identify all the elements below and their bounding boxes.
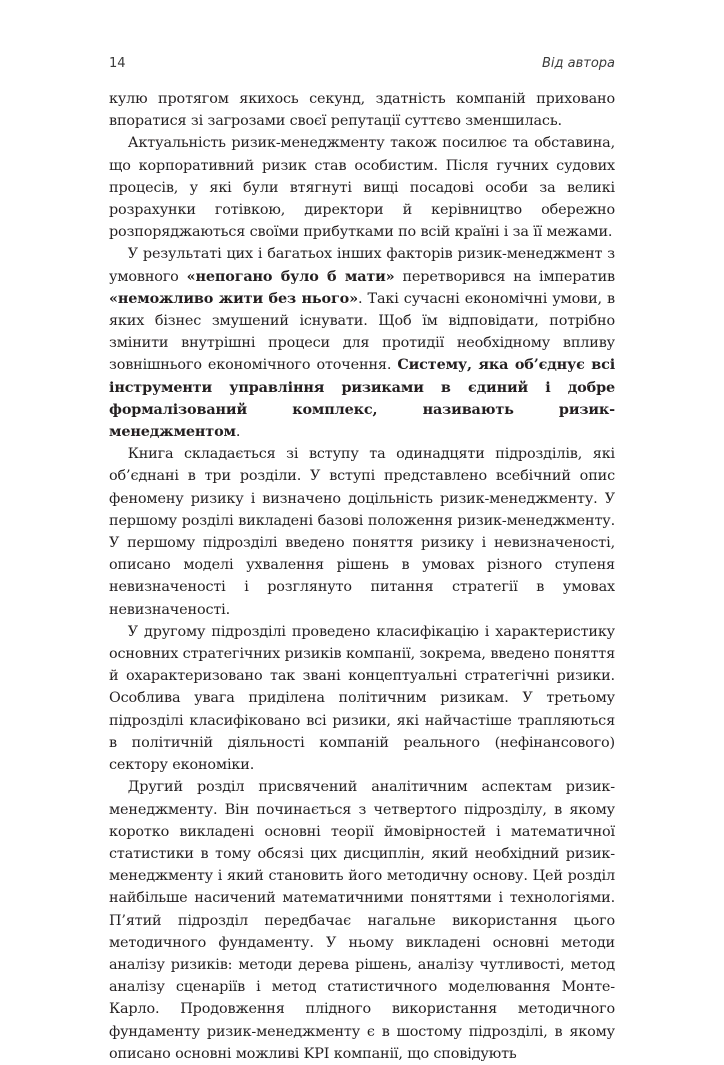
bold-text: «непогано було б мати»	[186, 267, 395, 285]
text-run: У результаті цих і багатьох інших факторів ризик-менеджмент з умовного	[109, 246, 615, 285]
body-text	[109, 88, 615, 1065]
paragraph	[109, 443, 615, 621]
text-run: . Такі сучасні економічні умови, в яких бізнес змушений існувати. Щоб їм відповідати, потрібно змінити внутрішні процеси для протидії необхідному впливу зовнішнього економічного оточення.	[109, 290, 616, 374]
text-run: Другий розділ присвячений аналітичним аспектам ризик-менеджменту. Він починається з четвертого підрозділу, в якому коротко викладені основні теорії ймовірностей і математичної статистики в тому обсязі цих дисциплін, який необхідний ризик-менеджменту і який становить його методичну основу. Цей розділ найбільше насичений математичними поняттями і технологіями. П’ятий підрозділ передбачає нагальне використання цього методичного фундаменту. У ньому викладені основні методи аналізу ризиків: методи дерева рішень, аналізу чутливості, метод аналізу сценаріїв і метод статистичного моделювання Монте-Карло. Продовження плідного використання методичного фундаменту ризик-менеджменту є в шостому підрозділі, в якому описано основні можливі KPI компанії, що сповідують	[109, 779, 615, 1062]
paragraph	[109, 88, 615, 132]
text-run: перетворився на імператив	[394, 268, 615, 285]
page-number: 14	[109, 56, 126, 71]
paragraph	[109, 243, 615, 443]
text-run: Актуальність ризик-менеджменту також посилює та обставина, що корпоративний ризик став особистим. Після гучних судових процесів, у які були втягнуті вищі посадові особи за великі розрахунки готівкою, директори й керівництво обережно розпоряджаються своїми прибутками по всій країні і за її межами.	[109, 135, 615, 241]
text-run: У другому підрозділі проведено класифікацію і характеристику основних стратегічних ризиків компанії, зокрема, введено поняття й охарактеризовано так звані концептуальні стратегічні ризики. Особлива увага приділена політичним ризикам. У третьому підрозділі класифіковано всі ризики, які найчастіше трапляються в політичній діяльності компаній реального (нефінансового) сектору економіки.	[109, 623, 615, 774]
paragraph	[109, 621, 615, 776]
section-title: Від автора	[541, 56, 615, 71]
paragraph	[109, 132, 615, 243]
text-run: кулю протягом якихось секунд, здатність компаній приховано впоратися зі загрозами своєї репутації суттєво зменшилась.	[109, 91, 615, 130]
paragraph	[109, 776, 615, 1065]
bold-text: Систему, яка об’єднує всі інструменти управління ризиками в єдиний і добре формалізований комплекс, називають ризик-менеджментом	[109, 356, 616, 441]
bold-text: «неможливо жити без нього»	[109, 289, 358, 307]
text-run: Книга складається зі вступу та одинадцяти підрозділів, які об’єднані в три розділи. У вступі представлено всебічний опис феномену ризику і визначено доцільність ризик-менеджменту. У першому розділі викладені базові положення ризик-менеджменту. У першому підрозділі введено поняття ризику і невизначеності, описано моделі ухвалення рішень в умовах різного ступеня невизначеності і розглянуто питання стратегії в умовах невизначеності.	[109, 446, 615, 618]
running-header	[109, 56, 615, 76]
text-run: .	[235, 424, 241, 441]
